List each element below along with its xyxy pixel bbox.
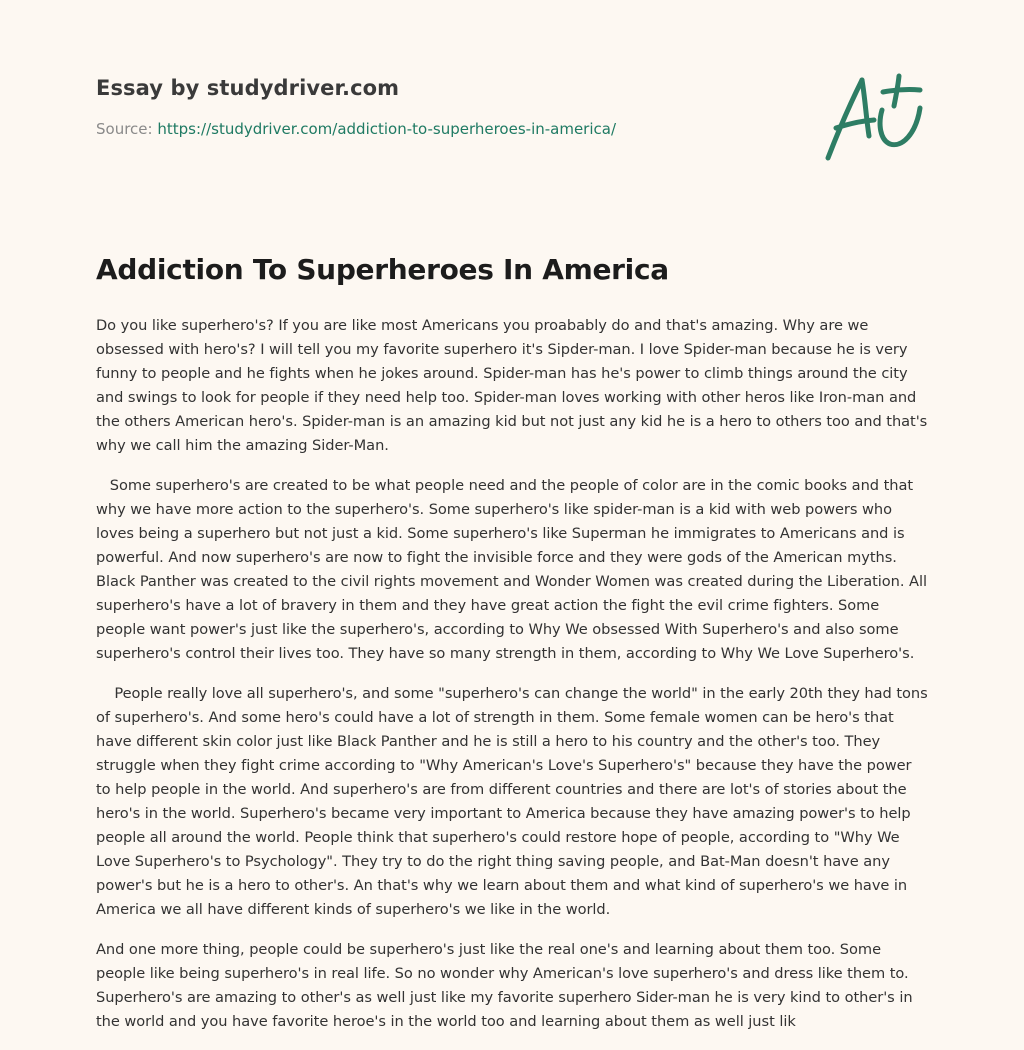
source-label: Source: <box>96 120 153 138</box>
article-body <box>96 314 933 1050</box>
a-plus-grade-icon <box>822 70 926 164</box>
paragraph: Do you like superhero's? If you are like most Americans you proabably do and that's amazing. Why are we obsessed with hero's? I will tell you my favorite superhero it's Sipder-man. I love Spider-man because he is very funny to people and he fights when he jokes around. Spider-man has he's power to climb things around the city and swings to look for people if they need help too. Spider-man loves working with other heros like Iron-man and the others American hero's. Spider-man is an amazing kid but not just any kid he is a hero to others too and that's why we call him the amazing Sider-Man. <box>96 317 932 454</box>
paragraph: People really love all superhero's, and some "superhero's can change the world" in the early 20th they had tons of superhero's. And some hero's could have a lot of strength in them. Some female women can be hero's that have different skin color just like Black Panther and he is still a hero to his country and the other's too. They struggle when they fight crime according to "Why American's Love's Superhero's" because they have the power to help people in the world. And superhero's are from different countries and there are lot's of stories about the hero's in the world. Superhero's became very important to America because they have amazing power's to help people all around the world. People think that superhero's could restore hope of people, according to "Why We Love Superhero's to Psychology". They try to do the right thing saving people, and Bat-Man doesn't have any power's but he is a hero to other's. An that's why we learn about them and what kind of superhero's we have in America we all have different kinds of superhero's we like in the world. <box>96 685 933 918</box>
page-header <box>96 76 796 138</box>
site-title: Essay by studydriver.com <box>96 76 400 100</box>
article-title: Addiction To Superheroes In America <box>96 253 669 286</box>
source-link[interactable]: https://studydriver.com/addiction-to-superheroes-in-america/ <box>157 120 617 138</box>
paragraph: And one more thing, people could be superhero's just like the real one's and learning about them too. Some people like being superhero's in real life. So no wonder why American's love superhero's and dress like them to. Superhero's are amazing to other's as well just like my favorite superhero Sider-man he is very kind to other's in the world and you have favorite heroe's in the world too and learning about them as well just lik <box>96 941 918 1030</box>
source-line <box>96 120 796 138</box>
paragraph: Some superhero's are created to be what people need and the people of color are in the comic books and that why we have more action to the superhero's. Some superhero's like spider-man is a kid with web powers who loves being a superhero but not just a kid. Some superhero's like Superman he immigrates to Americans and is powerful. And now superhero's are now to fight the invisible force and they were gods of the American myths. Black Panther was created to the civil rights movement and Wonder Women was created during the Liberation. All superhero's have a lot of bravery in them and they have great action the fight the evil crime fighters. Some people want power's just like the superhero's, according to Why We obsessed With Superhero's and also some superhero's control their lives too. They have so many strength in them, according to Why We Love Superhero's. <box>96 477 932 662</box>
